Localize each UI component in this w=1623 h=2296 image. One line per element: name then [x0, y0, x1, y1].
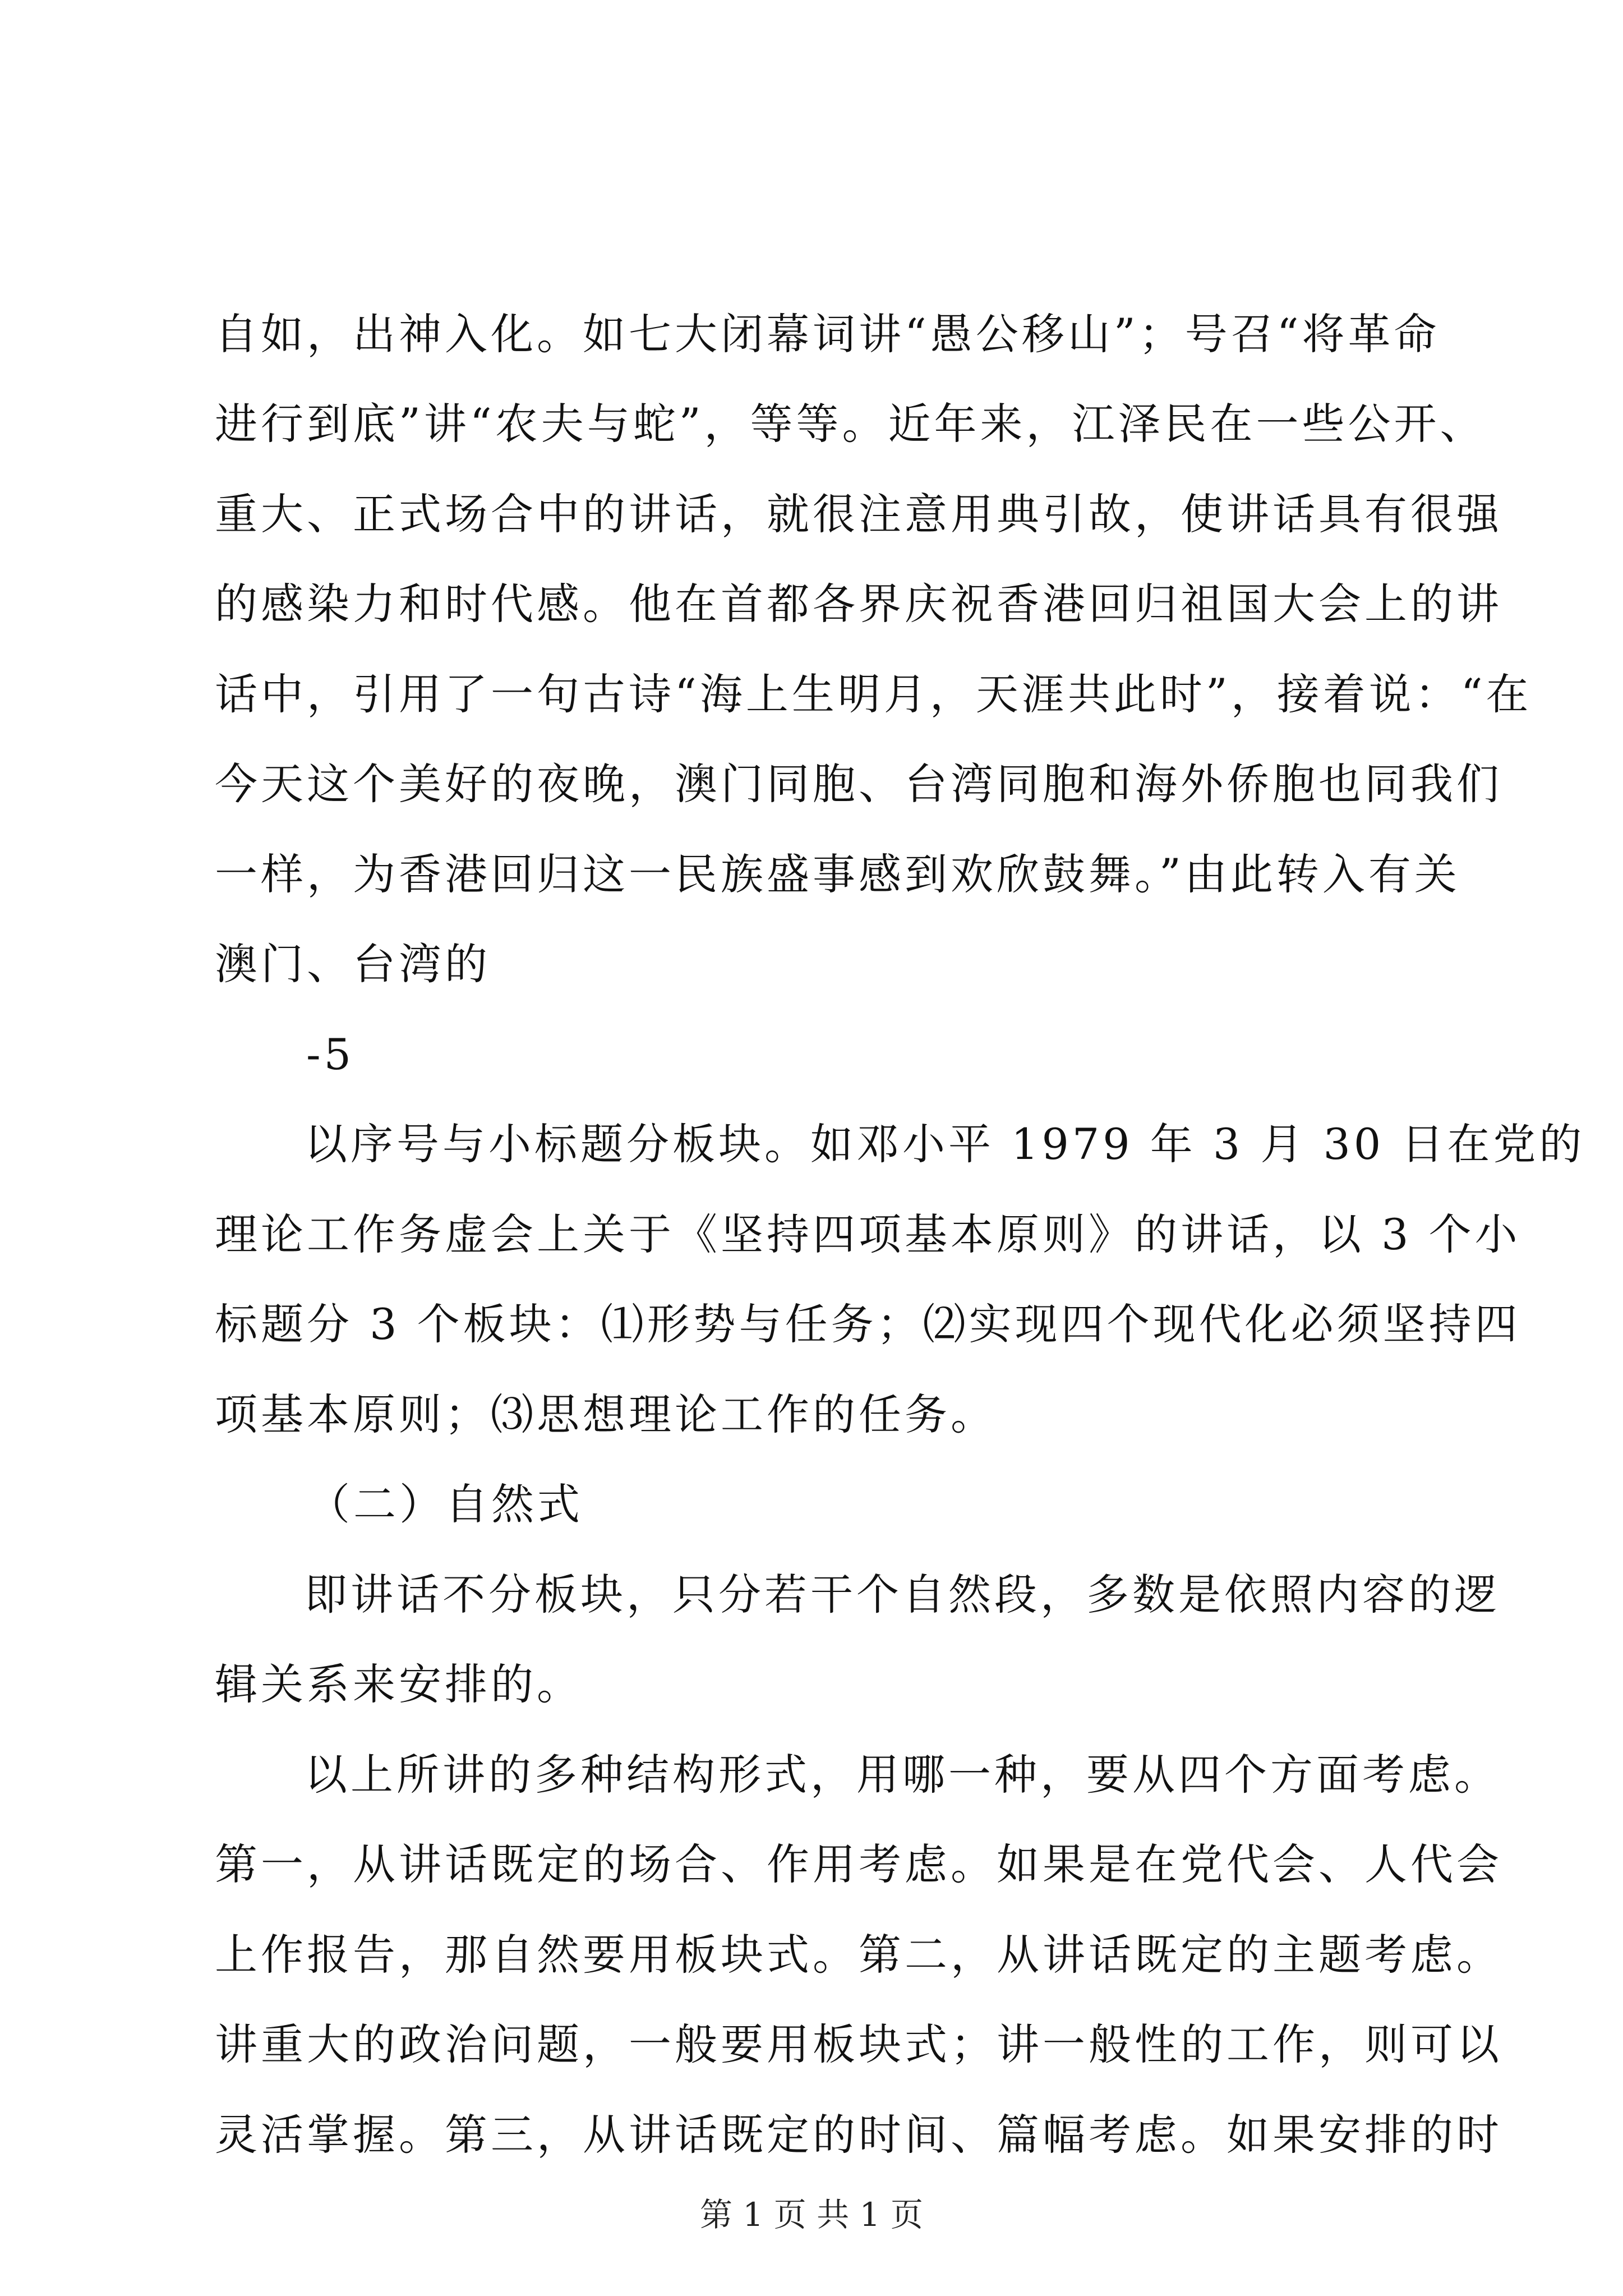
- text-line: 灵活掌握。第三，从讲话既定的时间、篇幅考虑。如果安排的时: [215, 2110, 1502, 2160]
- paragraph-first-line: 即讲话不分板块，只分若干个自然段，多数是依照内容的逻: [305, 1570, 1500, 1619]
- paragraph-first-line: 以序号与小标题分板块。如邓小平 1979 年 3 月 30 日在党的: [305, 1119, 1585, 1169]
- paragraph-first-line: 以上所讲的多种结构形式，用哪一种，要从四个方面考虑。: [305, 1750, 1500, 1800]
- section-heading: （二）自然式: [307, 1479, 583, 1529]
- text-line: 上作报告，那自然要用板块式。第二，从讲话既定的主题考虑。: [215, 1930, 1502, 1980]
- text-line: 今天这个美好的夜晚，澳门同胞、台湾同胞和海外侨胞也同我们: [215, 759, 1502, 809]
- page-marker: -5: [306, 1029, 355, 1079]
- page-footer: 第 1 页 共 1 页: [700, 2196, 923, 2234]
- text-line: 理论工作务虚会上关于《坚持四项基本原则》的讲话，以 3 个小: [215, 1209, 1521, 1259]
- text-line: 的感染力和时代感。他在首都各界庆祝香港回归祖国大会上的讲: [215, 579, 1502, 629]
- text-line: 标题分 3 个板块：⑴形势与任务；⑵实现四个现代化必须坚持四: [215, 1299, 1521, 1349]
- text-line: 第一，从讲话既定的场合、作用考虑。如果是在党代会、人代会: [215, 1839, 1502, 1889]
- text-line: 进行到底”讲“农夫与蛇”，等等。近年来，江泽民在一些公开、: [215, 399, 1486, 449]
- text-line: 项基本原则；⑶思想理论工作的任务。: [215, 1389, 997, 1439]
- text-line: 话中，引用了一句古诗“海上生明月，天涯共此时”，接着说：“在: [215, 669, 1532, 719]
- text-line: 一样，为香港回归这一民族盛事感到欢欣鼓舞。”由此转入有关: [215, 849, 1460, 899]
- text-line: 讲重大的政治问题，一般要用板块式；讲一般性的工作，则可以: [215, 2019, 1502, 2069]
- text-line: 重大、正式场合中的讲话，就很注意用典引故，使讲话具有很强: [215, 489, 1502, 539]
- text-line: 自如，出神入化。如七大闭幕词讲“愚公移山”；号召“将革命: [215, 309, 1440, 359]
- text-line: 辑关系来安排的。: [215, 1659, 583, 1709]
- text-line: 澳门、台湾的: [215, 939, 491, 989]
